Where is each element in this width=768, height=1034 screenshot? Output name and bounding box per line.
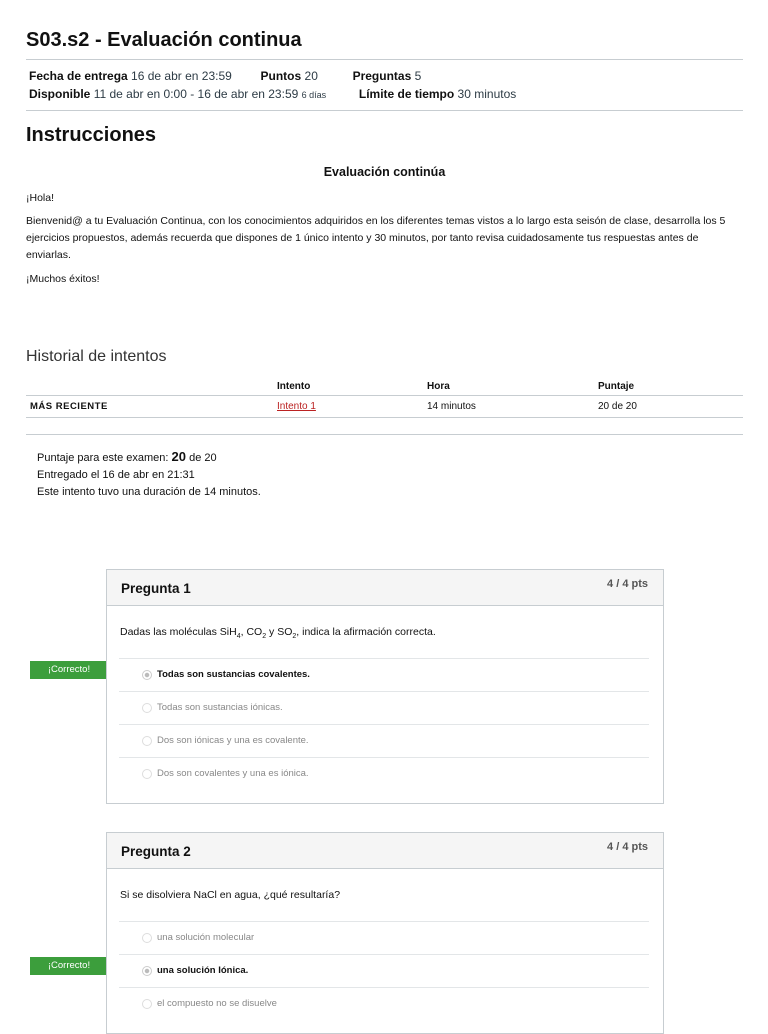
due-label: Fecha de entrega <box>29 69 128 83</box>
quiz-details <box>26 59 743 111</box>
attempt-time: 14 minutos <box>427 396 598 418</box>
answer-option[interactable] <box>119 658 649 691</box>
attempt-score: 20 de 20 <box>598 396 743 418</box>
answer-option[interactable] <box>119 921 649 954</box>
question-points: 4 / 4 pts <box>607 841 648 853</box>
attempt-link[interactable]: Intento 1 <box>277 401 316 412</box>
question-text: Si se disolviera NaCl en agua, ¿qué resultaría? <box>120 889 341 901</box>
question-card-1 <box>106 569 664 804</box>
header-attempt: Intento <box>277 377 427 396</box>
attempts-table <box>26 377 743 418</box>
answer-text: Dos son covalentes y una es iónica. <box>157 768 309 779</box>
question-header <box>107 833 663 869</box>
answer-option[interactable] <box>119 757 649 790</box>
available-days: 6 días <box>301 90 327 100</box>
submitted-text: Entregado el 16 de abr en 21:31 <box>37 469 195 481</box>
correct-tag: ¡Correcto! <box>30 661 108 679</box>
points-value: 20 <box>304 69 318 83</box>
time-limit-label: Límite de tiempo <box>358 87 455 101</box>
attempts-header-row <box>26 377 743 396</box>
quiz-title: S03.s2 - Evaluación continua <box>26 29 302 51</box>
attempt-label: MÁS RECIENTE <box>26 396 277 418</box>
header-score: Puntaje <box>598 377 743 396</box>
header-empty <box>26 377 277 396</box>
radio-selected-icon <box>142 966 152 976</box>
radio-icon <box>142 736 152 746</box>
answer-text: el compuesto no se disuelve <box>157 998 277 1009</box>
question-text: Dadas las moléculas SiH$_4$, $CO_2$ y $SO_2$, indica la afirmación correcta. <box>120 626 436 641</box>
question-header <box>107 570 663 606</box>
questions-value: 5 <box>414 69 422 83</box>
radio-icon <box>142 703 152 713</box>
header-time: Hora <box>427 377 598 396</box>
attempt-summary <box>37 448 261 501</box>
answer-text: una solución Iónica. <box>157 965 249 976</box>
answer-text: Todas son sustancias covalentes. <box>157 669 310 680</box>
question-card-2 <box>106 832 664 1034</box>
radio-icon <box>142 769 152 779</box>
table-row <box>26 396 743 418</box>
answer-text: una solución molecular <box>157 932 255 943</box>
question-title: Pregunta 2 <box>121 844 191 859</box>
radio-icon <box>142 999 152 1009</box>
score-prefix: Puntaje para este examen: <box>37 452 169 464</box>
score-suffix: de 20 <box>189 452 217 464</box>
answer-option[interactable] <box>119 954 649 987</box>
answer-text: Todas son sustancias iónicas. <box>157 702 283 713</box>
available-value: 11 de abr en 0:00 - 16 de abr en 23:59 <box>93 87 299 101</box>
question-points: 4 / 4 pts <box>607 578 648 590</box>
radio-selected-icon <box>142 670 152 680</box>
duration-text: Este intento tuvo una duración de 14 minutos. <box>37 486 261 498</box>
due-value: 16 de abr en 23:59 <box>131 69 232 83</box>
answer-text: Dos son iónicas y una es covalente. <box>157 735 309 746</box>
correct-tag: ¡Correcto! <box>30 957 108 975</box>
available-label: Disponible <box>29 87 91 101</box>
instructions-subtitle: Evaluación continúa <box>323 165 446 179</box>
time-limit-value: 30 minutos <box>457 87 517 101</box>
points-label: Puntos <box>260 69 302 83</box>
answer-option[interactable] <box>119 987 649 1020</box>
instructions-greeting: ¡Hola! <box>26 192 55 204</box>
history-heading: Historial de intentos <box>26 348 167 365</box>
question-title: Pregunta 1 <box>121 581 191 596</box>
instructions-heading: Instrucciones <box>26 124 157 146</box>
instructions-closing: ¡Muchos éxitos! <box>26 273 100 285</box>
radio-icon <box>142 933 152 943</box>
instructions-body: Bienvenid@ a tu Evaluación Continua, con los conocimientos adquiridos en los diferentes temas vistos a lo largo esta seisón de clase, desarrolla los 5 ejercicios propuestos, además recuerda que dispones de 1 único intento y 30 minutos, por tanto revisa cuidadosamente tus respuestas antes de enviarlas. <box>26 215 726 261</box>
divider <box>26 434 743 435</box>
answer-option[interactable] <box>119 691 649 724</box>
score-value: 20 <box>171 449 187 464</box>
answer-option[interactable] <box>119 724 649 757</box>
questions-label: Preguntas <box>352 69 412 83</box>
